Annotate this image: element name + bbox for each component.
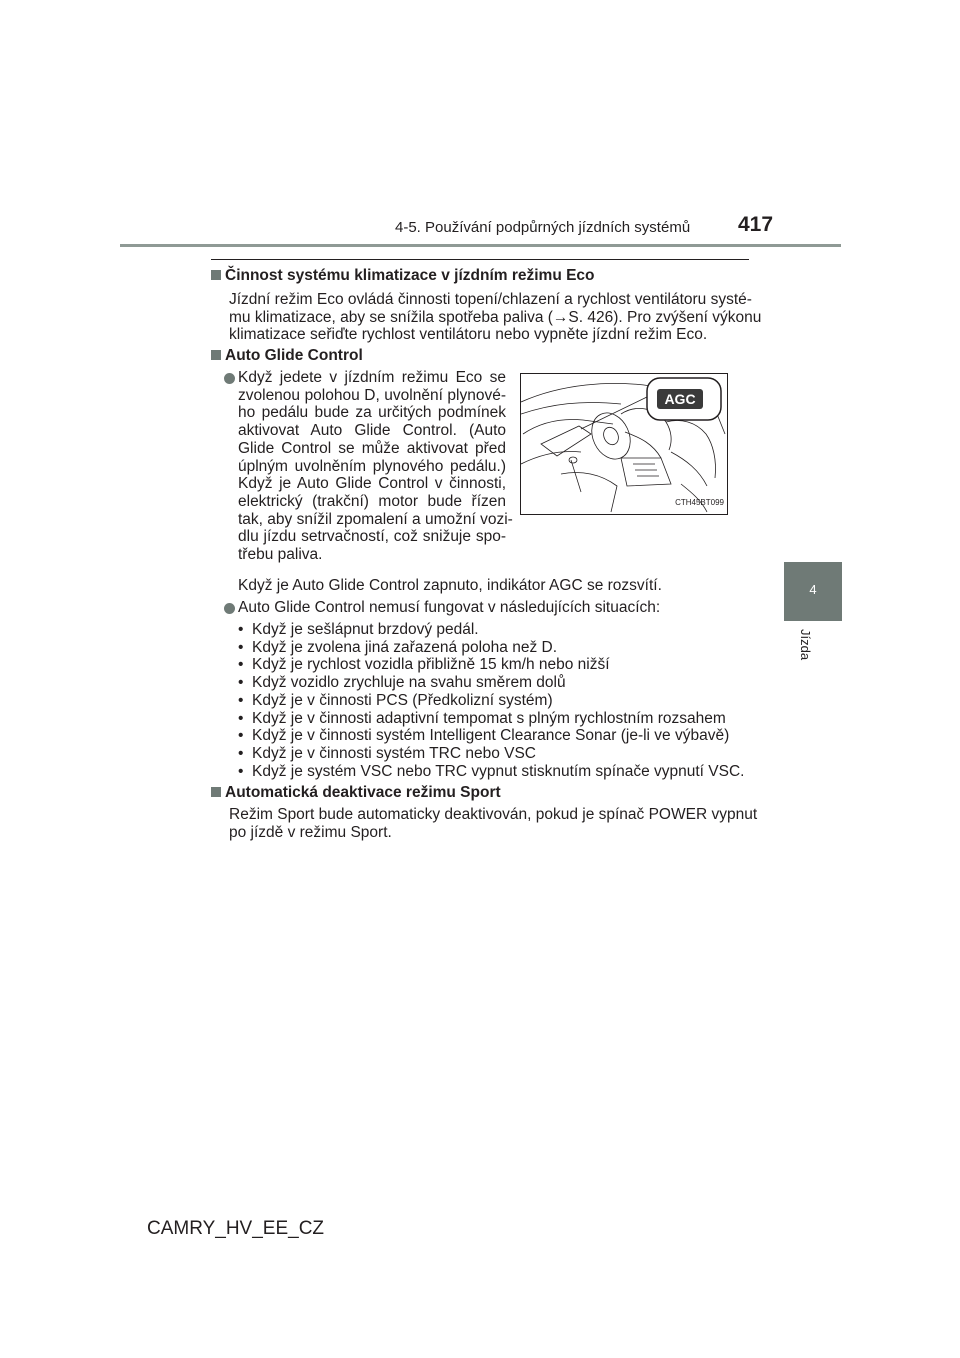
section-heading-eco bbox=[211, 267, 595, 285]
list-item: • Když je zvolena jiná zařazená poloha než D. bbox=[238, 639, 744, 657]
agc-line: Glide Control se může aktivovat před bbox=[238, 439, 506, 457]
round-bullet-icon bbox=[224, 603, 235, 614]
list-item: • Když je v činnosti systém Intelligent Clearance Sonar (je-li ve výbavě) bbox=[238, 727, 744, 745]
section-title: 4-5. Používání podpůrných jízdních systémů bbox=[395, 219, 691, 236]
agc-description bbox=[238, 369, 513, 564]
section-sport-line-2: po jízdě v režimu Sport. bbox=[229, 823, 392, 841]
agc-line: aktivovat Auto Glide Control. (Auto bbox=[238, 422, 506, 440]
section-heading-eco-text: Činnost systému klimatizace v jízdním režimu Eco bbox=[225, 267, 595, 284]
agc-line: Když je Auto Glide Control v činnosti, bbox=[238, 475, 506, 493]
list-item: • Když vozidlo zrychluje na svahu směrem dolů bbox=[238, 674, 744, 692]
section-eco-line-1: Jízdní režim Eco ovládá činnosti topení/chlazení a rychlost ventilátoru systé- bbox=[229, 291, 752, 308]
chapter-tab[interactable] bbox=[784, 562, 842, 621]
chapter-number: 4 bbox=[809, 582, 817, 597]
agc-conditions-list bbox=[238, 621, 744, 780]
content-top-divider bbox=[211, 259, 749, 260]
list-item: • Když je v činnosti adaptivní tempomat s plným rychlostním rozsahem bbox=[238, 710, 744, 728]
agc-line: Když jedete v jízdním režimu Eco se bbox=[238, 369, 506, 386]
square-bullet-icon bbox=[211, 350, 221, 360]
section-heading-sport bbox=[211, 784, 501, 802]
section-sport-line-1: Režim Sport bude automaticky deaktivován, pokud je spínač POWER vypnut bbox=[229, 806, 758, 823]
agc-line: tak, aby snížil zpomalení a umožní vozi- bbox=[238, 510, 513, 528]
chapter-label-text: Jízda bbox=[798, 629, 813, 661]
page-number: 417 bbox=[738, 213, 774, 236]
round-bullet-icon bbox=[224, 373, 235, 384]
agc-line: dlu jízdu setrvačností, což snižuje spo- bbox=[238, 528, 506, 546]
agc-line: ho pedálu bude za určitých podmínek bbox=[238, 404, 506, 422]
list-item: • Když je v činnosti systém TRC nebo VSC bbox=[238, 745, 744, 763]
header-divider bbox=[120, 244, 841, 247]
agc-line: třebu paliva. bbox=[238, 546, 323, 564]
agc-conditions-intro: Auto Glide Control nemusí fungovat v následujících situacích: bbox=[238, 599, 661, 616]
figure-code: CTH45BT099 bbox=[675, 498, 724, 508]
section-heading-agc bbox=[211, 347, 363, 365]
section-sport-body bbox=[229, 806, 758, 841]
agc-line: elektrický (trakční) motor bude řízen bbox=[238, 492, 506, 510]
section-heading-sport-text: Automatická deaktivace režimu Sport bbox=[225, 784, 501, 801]
model-code: CAMRY_HV_EE_CZ bbox=[147, 1218, 325, 1239]
square-bullet-icon bbox=[211, 270, 221, 280]
chapter-label bbox=[795, 629, 835, 669]
list-item: • Když je rychlost vozidla přibližně 15 km/h nebo nižší bbox=[238, 656, 744, 674]
list-item: • Když je sešlápnut brzdový pedál. bbox=[238, 621, 744, 639]
agc-line: úplným uvolněním plynového pedálu.) bbox=[238, 457, 506, 475]
agc-indicator-label: AGC bbox=[664, 391, 696, 407]
section-eco-body bbox=[229, 291, 762, 344]
agc-illustration bbox=[520, 373, 728, 515]
section-eco-line-2: mu klimatizace, aby se snížila spotřeba paliva (→S. 426). Pro zvýšení výkonu bbox=[229, 308, 762, 326]
agc-indicator-note: Když je Auto Glide Control zapnuto, indikátor AGC se rozsvítí. bbox=[238, 577, 662, 594]
square-bullet-icon bbox=[211, 787, 221, 797]
section-eco-line-3: klimatizace seřiďte rychlost ventilátoru nebo vypněte jízdní režim Eco. bbox=[229, 326, 708, 344]
list-item: • Když je v činnosti PCS (Předkolizní systém) bbox=[238, 692, 744, 710]
agc-line: zvolenou polohou D, uvolnění plynové- bbox=[238, 386, 506, 404]
section-heading-agc-text: Auto Glide Control bbox=[225, 347, 363, 364]
list-item: • Když je systém VSC nebo TRC vypnut stisknutím spínače vypnutí VSC. bbox=[238, 763, 744, 781]
